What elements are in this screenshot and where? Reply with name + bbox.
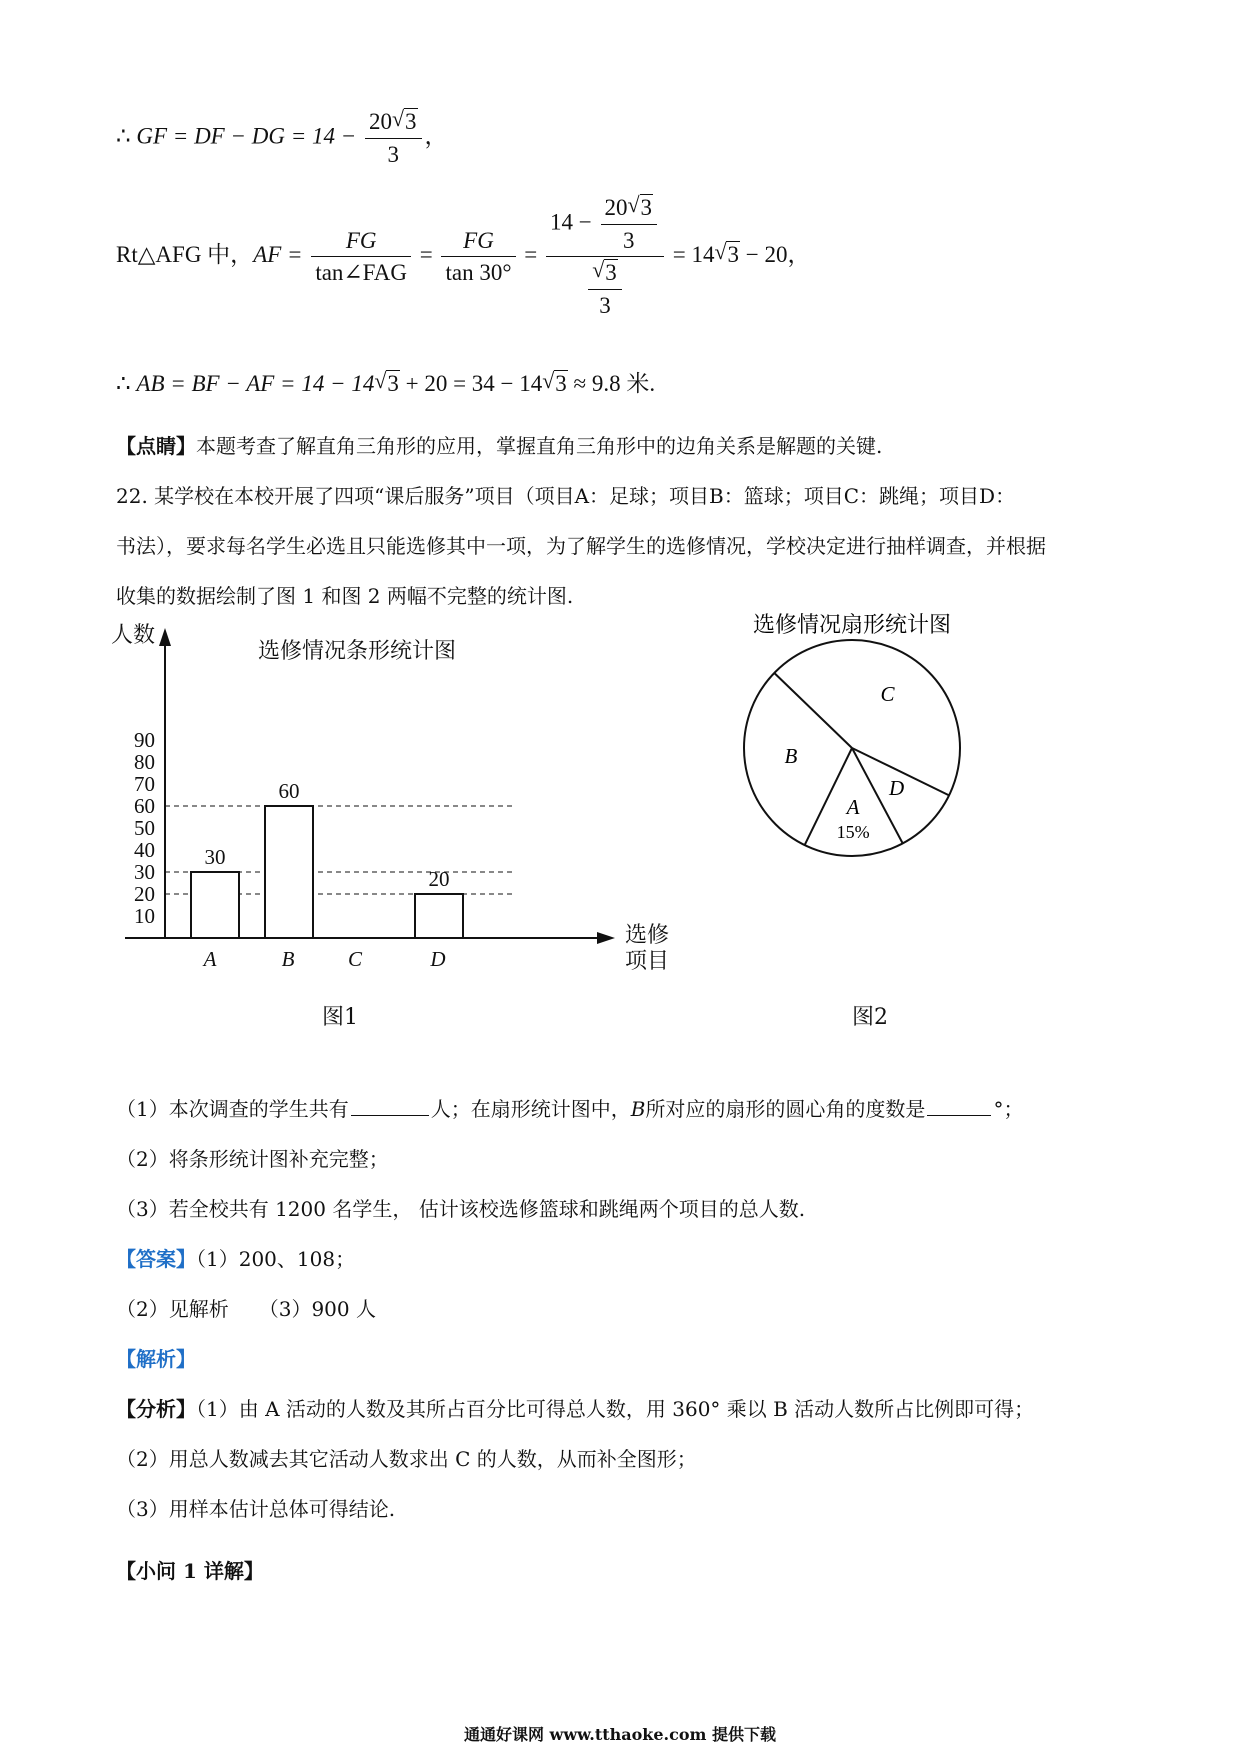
bar-B xyxy=(265,806,313,938)
sqrt-3: 3 xyxy=(387,371,399,396)
therefore-symbol: ∴ xyxy=(116,123,137,149)
fraction-fg-over-tan30 xyxy=(441,227,515,287)
x-axis-label-line1: 选修 xyxy=(625,922,670,947)
af-label: AF = xyxy=(253,241,309,267)
q22-line-2: 书法），要求每名学生必选且只能选修其中一项，为了解学生的选修情况，学校决定进行抽样调查，并根据 xyxy=(116,534,1046,558)
y-tick-label: 50 xyxy=(134,816,155,840)
fenxi-line-2: （2）用总人数减去其它活动人数求出 C 的人数，从而补全图形； xyxy=(116,1447,697,1471)
sqrt-3: 3 xyxy=(405,109,417,134)
bar-chart xyxy=(105,620,670,973)
answer-line-1 xyxy=(116,1247,355,1271)
pie-slice-label-B: B xyxy=(784,743,798,768)
solution-line-ab xyxy=(116,370,655,398)
bar-chart-title: 选修情况条形统计图 xyxy=(258,638,457,663)
y-tick-label: 40 xyxy=(134,838,155,862)
answer-blank-angle[interactable] xyxy=(927,1097,991,1116)
root3-over-3 xyxy=(588,259,622,319)
pie-slice-label-D: D xyxy=(889,776,905,801)
dianjing-line xyxy=(116,434,882,458)
answer-line-2: （2）见解析 （3）900 人 xyxy=(116,1297,376,1321)
question-2: （2）将条形统计图补充完整； xyxy=(116,1147,389,1171)
solution-line-af xyxy=(116,194,810,319)
q22-line-3: 收集的数据绘制了图 1 和图 2 两幅不完整的统计图. xyxy=(116,584,574,608)
frac-num: FG xyxy=(463,227,494,253)
equals: = xyxy=(518,241,544,267)
answer-blank-total[interactable] xyxy=(351,1097,429,1116)
answer-1: （1）200、108； xyxy=(196,1247,356,1271)
ab-equation-part3: ≈ 9.8 米. xyxy=(567,371,656,396)
x-tick-label-C: C xyxy=(347,947,363,971)
ab-equation-part1: AB = BF − AF = 14 − 14 xyxy=(136,371,375,396)
question-3: （3）若全校共有 1200 名学生， 估计该校选修篮球和跳绳两个项目的总人数. xyxy=(116,1197,806,1221)
bar-D xyxy=(415,894,463,938)
y-tick-label: 20 xyxy=(134,882,155,906)
figure-1-caption: 图1 xyxy=(322,1005,358,1030)
frac-num: 20 xyxy=(369,109,393,134)
q1-part-b: 人；在扇形统计图中， xyxy=(430,1097,631,1121)
fenxi-1: （1）由 A 活动的人数及其所占百分比可得总人数，用 360° 乘以 B 活动人数所占比例即可得； xyxy=(196,1397,1035,1421)
y-tick-label: 10 xyxy=(134,904,155,928)
q1-part-d: 所对应的扇形的圆心角的度数是 xyxy=(645,1097,926,1121)
y-tick-label: 80 xyxy=(134,750,155,774)
sqrt-3: 3 xyxy=(727,241,739,267)
pie-slice-label-C: C xyxy=(880,682,895,707)
sqrt-3: 3 xyxy=(555,371,567,396)
answer-label: 【答案】 xyxy=(116,1247,196,1271)
fenxi-label: 【分析】 xyxy=(116,1397,196,1421)
equals: = xyxy=(414,241,439,267)
solution-line-gf xyxy=(116,108,448,168)
therefore-symbol: ∴ xyxy=(116,371,137,396)
inner-den: 3 xyxy=(601,224,658,255)
gf-equation: GF = DF − DG = 14 − xyxy=(136,123,363,149)
fraction-fg-over-tan-fag xyxy=(311,227,411,287)
frac-den: tan 30° xyxy=(441,256,515,287)
inner-num: 20 xyxy=(604,195,628,220)
x-axis-label-line2: 项目 xyxy=(625,948,670,973)
x-tick-label-A: A xyxy=(203,947,217,971)
minus-20: − 20， xyxy=(739,241,811,267)
fenxi-line-1 xyxy=(116,1397,1034,1421)
dianjing-text: 本题考查了解直角三角形的应用，掌握直角三角形中的边角关系是解题的关键. xyxy=(196,434,883,458)
frac-den: 3 xyxy=(365,138,422,169)
q1-part-e: °； xyxy=(993,1097,1024,1121)
inner-fraction xyxy=(601,194,658,254)
y-tick-label: 70 xyxy=(134,772,155,796)
q22-line-1: 22. 某学校在本校开展了四项“课后服务”项目（项目A：足球；项目B：篮球；项目C：跳绳；项目D： xyxy=(116,484,1016,508)
frac-top-14: 14 − xyxy=(550,209,598,235)
comma: ， xyxy=(424,123,448,149)
xiaowen-label: 【小问 1 详解】 xyxy=(116,1559,264,1583)
pie-slice-label-A: A xyxy=(846,794,860,819)
dianjing-label: 【点睛】 xyxy=(116,434,196,458)
x-tick-label-B: B xyxy=(281,947,295,971)
y-tick-label: 60 xyxy=(134,794,155,818)
ab-equation-part2: + 20 = 34 − 14 xyxy=(399,371,543,396)
y-axis-arrow xyxy=(159,628,171,646)
fenxi-line-3: （3）用样本估计总体可得结论. xyxy=(116,1497,396,1521)
bar-value-label-A: 30 xyxy=(204,845,226,869)
x-tick-label-D: D xyxy=(430,947,446,971)
y-axis-label: 人数 xyxy=(111,622,156,647)
complex-fraction xyxy=(546,194,664,319)
fraction-20root3-over-3 xyxy=(365,108,422,168)
pie-chart xyxy=(710,608,1010,968)
inner-den: 3 xyxy=(588,289,622,320)
q1-part-a: （1）本次调查的学生共有 xyxy=(116,1097,349,1121)
sqrt-3: 3 xyxy=(605,260,617,286)
rt-triangle-label: Rt△AFG 中， xyxy=(116,241,254,267)
q1-b-letter: B xyxy=(630,1097,646,1121)
figure-2-caption: 图2 xyxy=(852,1005,888,1030)
bar-value-label-D: 20 xyxy=(428,867,450,891)
jiexi-label: 【解析】 xyxy=(116,1347,196,1371)
x-axis-arrow xyxy=(597,932,615,944)
y-tick-label: 90 xyxy=(134,728,155,752)
bar-A xyxy=(191,872,239,938)
frac-num: FG xyxy=(345,227,377,253)
pie-slice-value-A: 15% xyxy=(836,821,870,842)
footer-text: 通通好课网 www.tthaoke.com 提供下载 xyxy=(463,1725,777,1744)
pie-chart-title: 选修情况扇形统计图 xyxy=(752,612,952,637)
question-1 xyxy=(116,1097,1023,1121)
equals-14: = 14 xyxy=(667,241,715,267)
frac-den: tan∠FAG xyxy=(311,256,411,287)
sqrt-3: 3 xyxy=(640,195,652,220)
y-tick-label: 30 xyxy=(134,860,155,884)
bar-value-label-B: 60 xyxy=(278,779,300,803)
